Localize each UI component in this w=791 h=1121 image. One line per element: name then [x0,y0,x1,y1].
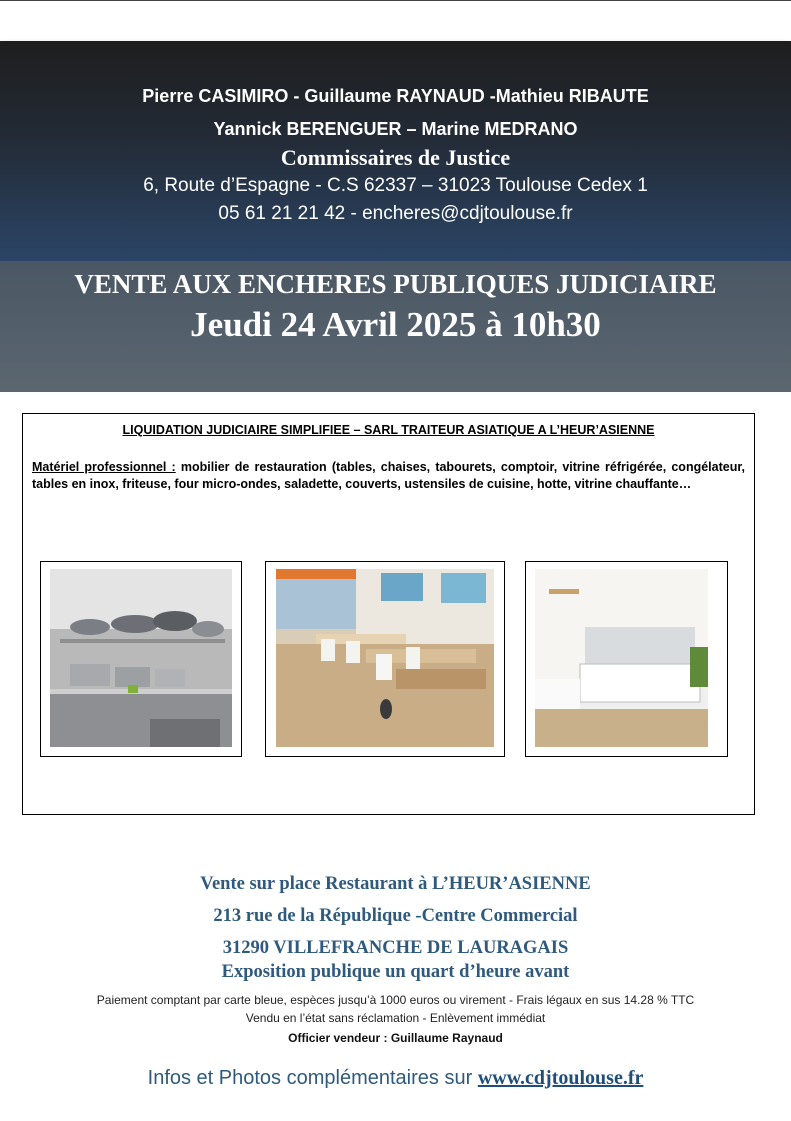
street-line: 213 rue de la République -Centre Commercial [213,906,578,926]
photo-kitchen [40,561,242,757]
role-title: Commissaires de Justice [280,145,511,170]
lot-description [32,459,745,493]
office-contact: 05 61 21 21 42 - encheres@cdjtoulouse.fr [218,203,573,224]
names-line-2: Yannick BERENGUER – Marine MEDRANO [213,119,578,139]
payment-terms: Paiement comptant par carte bleue, espèces jusqu’à 1000 euros ou virement - Frais légaux en sus 14.28 % TTC [96,993,695,1007]
lot-description-label: Matériel professionnel : [32,460,176,474]
photo-dining-room [265,561,505,757]
lot-box [22,413,755,815]
top-rule [0,0,791,1]
photo-display-counter [525,561,728,757]
website-link[interactable]: www.cdjtoulouse.fr [477,1067,644,1089]
dining-room-image [276,569,494,747]
more-info-text: Infos et Photos complémentaires sur [147,1067,473,1089]
venue-line: Vente sur place Restaurant à L’HEUR’ASIENNE [200,874,591,894]
display-counter-image [535,569,708,747]
header-band [0,41,791,261]
selling-officer: Officier vendeur : Guillaume Raynaud [288,1031,503,1045]
lot-description-text: mobilier de restauration (tables, chaises, tabourets, comptoir, vitrine réfrigérée, congélateur, tables en inox, friteuse, four micro-ondes, saladette, couverts, ustensiles de cuisine, hotte, vitrine chauffante… [32,460,745,491]
kitchen-image [50,569,232,747]
office-address: 6, Route d’Espagne - C.S 62337 – 31023 Toulouse Cedex 1 [143,175,648,196]
city-line: 31290 VILLEFRANCHE DE LAURAGAIS [222,938,569,958]
names-line-1: Pierre CASIMIRO - Guillaume RAYNAUD -Mathieu RIBAUTE [142,86,649,106]
exposition-line: Exposition publique un quart d’heure avant [221,962,570,982]
sale-title: VENTE AUX ENCHERES PUBLIQUES JUDICIAIRE [74,269,717,299]
lot-title: LIQUIDATION JUDICIAIRE SIMPLIFIEE – SARL TRAITEUR ASIATIQUE A L’HEUR’ASIENNE [122,423,655,437]
more-info-line [0,1067,791,1090]
sale-conditions: Vendu en l’état sans réclamation - Enlèvement immédiat [245,1011,546,1025]
sale-date: Jeudi 24 Avril 2025 à 10h30 [190,305,601,344]
sale-band [0,261,791,392]
